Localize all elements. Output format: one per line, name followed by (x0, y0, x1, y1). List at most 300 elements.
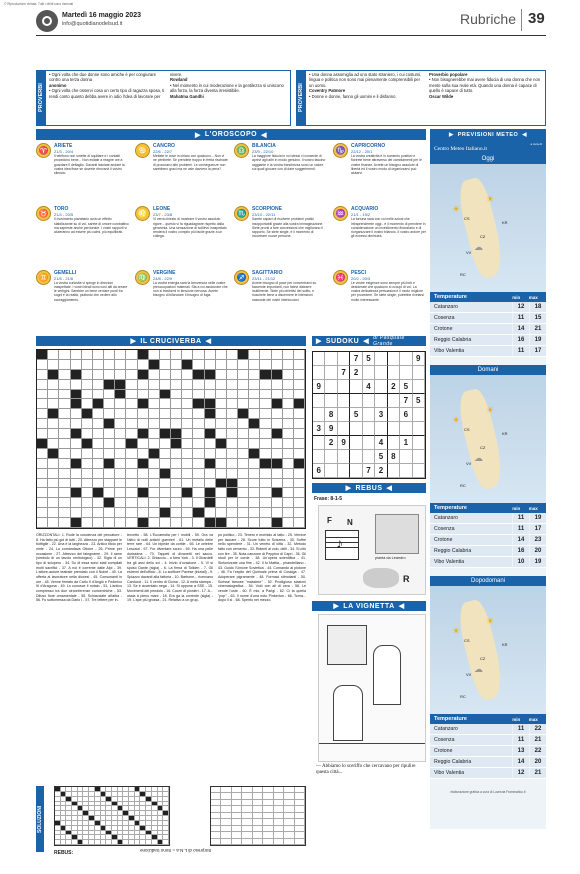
crossword-cell[interactable] (48, 498, 59, 508)
crossword-cell[interactable] (294, 518, 305, 528)
crossword-cell[interactable] (238, 469, 249, 479)
crossword-cell[interactable] (48, 409, 59, 419)
crossword-cell[interactable] (249, 488, 260, 498)
crossword-cell[interactable] (160, 370, 171, 380)
sudoku-cell[interactable]: 2 (388, 380, 400, 394)
crossword-cell[interactable] (138, 429, 149, 439)
crossword-cell[interactable] (227, 380, 238, 390)
crossword-cell[interactable] (283, 360, 294, 370)
crossword-cell[interactable] (149, 360, 160, 370)
crossword-cell[interactable] (182, 419, 193, 429)
crossword-cell[interactable] (205, 439, 216, 449)
crossword-cell[interactable] (171, 429, 182, 439)
crossword-cell[interactable] (59, 459, 70, 469)
crossword-cell[interactable] (283, 429, 294, 439)
crossword-cell[interactable] (193, 429, 204, 439)
sudoku-cell[interactable]: 7 (400, 394, 412, 408)
header-email[interactable]: info@quotidianodelsud.it (62, 21, 123, 27)
crossword-cell[interactable] (82, 399, 93, 409)
crossword-cell[interactable] (238, 449, 249, 459)
crossword-cell[interactable] (48, 360, 59, 370)
crossword-cell[interactable] (216, 350, 227, 360)
crossword-cell[interactable] (272, 469, 283, 479)
crossword-cell[interactable] (82, 350, 93, 360)
sudoku-cell[interactable] (400, 366, 412, 380)
crossword-cell[interactable] (205, 360, 216, 370)
sudoku-cell[interactable] (388, 352, 400, 366)
crossword-cell[interactable] (160, 479, 171, 489)
crossword-cell[interactable] (126, 518, 137, 528)
crossword-cell[interactable] (71, 429, 82, 439)
crossword-cell[interactable] (115, 479, 126, 489)
crossword-cell[interactable] (294, 380, 305, 390)
crossword-cell[interactable] (59, 518, 70, 528)
crossword-cell[interactable] (283, 409, 294, 419)
crossword-cell[interactable] (238, 380, 249, 390)
crossword-cell[interactable] (37, 498, 48, 508)
crossword-cell[interactable] (37, 380, 48, 390)
crossword-cell[interactable] (205, 449, 216, 459)
crossword-cell[interactable] (37, 350, 48, 360)
crossword-cell[interactable] (205, 380, 216, 390)
sudoku-cell[interactable] (363, 394, 375, 408)
sudoku-cell[interactable] (350, 380, 362, 394)
crossword-cell[interactable] (193, 508, 204, 518)
crossword-cell[interactable] (260, 459, 271, 469)
sudoku-cell[interactable] (363, 408, 375, 422)
crossword-cell[interactable] (115, 429, 126, 439)
sudoku-cell[interactable] (400, 352, 412, 366)
crossword-cell[interactable] (104, 399, 115, 409)
crossword-cell[interactable] (238, 488, 249, 498)
sudoku-cell[interactable]: 9 (325, 422, 337, 436)
crossword-cell[interactable] (126, 360, 137, 370)
crossword-cell[interactable] (149, 439, 160, 449)
crossword-cell[interactable] (205, 469, 216, 479)
sudoku-cell[interactable] (325, 380, 337, 394)
crossword-cell[interactable] (272, 390, 283, 400)
crossword-cell[interactable] (126, 429, 137, 439)
crossword-cell[interactable] (115, 498, 126, 508)
sudoku-cell[interactable] (338, 464, 350, 478)
crossword-cell[interactable] (115, 459, 126, 469)
crossword-cell[interactable] (238, 508, 249, 518)
crossword-cell[interactable] (193, 409, 204, 419)
sudoku-cell[interactable] (400, 450, 412, 464)
crossword-cell[interactable] (238, 498, 249, 508)
sudoku-cell[interactable] (338, 352, 350, 366)
crossword-cell[interactable] (272, 380, 283, 390)
crossword-cell[interactable] (93, 488, 104, 498)
crossword-cell[interactable] (115, 350, 126, 360)
crossword-cell[interactable] (227, 449, 238, 459)
crossword-cell[interactable] (126, 399, 137, 409)
crossword-cell[interactable] (182, 429, 193, 439)
crossword-cell[interactable] (82, 518, 93, 528)
sudoku-cell[interactable] (388, 366, 400, 380)
crossword-cell[interactable] (171, 488, 182, 498)
crossword-cell[interactable] (93, 350, 104, 360)
crossword-cell[interactable] (149, 409, 160, 419)
crossword-cell[interactable] (260, 360, 271, 370)
crossword-cell[interactable] (227, 370, 238, 380)
crossword-cell[interactable] (193, 459, 204, 469)
crossword-cell[interactable] (93, 360, 104, 370)
crossword-cell[interactable] (272, 350, 283, 360)
crossword-cell[interactable] (59, 429, 70, 439)
crossword-cell[interactable] (272, 518, 283, 528)
sudoku-cell[interactable] (413, 464, 425, 478)
crossword-cell[interactable] (138, 449, 149, 459)
sudoku-cell[interactable] (325, 366, 337, 380)
sudoku-cell[interactable] (363, 366, 375, 380)
crossword-cell[interactable] (249, 459, 260, 469)
crossword-cell[interactable] (294, 360, 305, 370)
crossword-cell[interactable] (82, 508, 93, 518)
sudoku-cell[interactable] (313, 366, 325, 380)
sudoku-cell[interactable]: 8 (325, 408, 337, 422)
crossword-cell[interactable] (294, 390, 305, 400)
crossword-cell[interactable] (71, 439, 82, 449)
crossword-cell[interactable] (126, 439, 137, 449)
crossword-cell[interactable] (93, 429, 104, 439)
crossword-cell[interactable] (138, 380, 149, 390)
crossword-cell[interactable] (227, 469, 238, 479)
crossword-cell[interactable] (249, 449, 260, 459)
crossword-cell[interactable] (205, 479, 216, 489)
sudoku-cell[interactable] (400, 464, 412, 478)
sudoku-cell[interactable] (363, 422, 375, 436)
crossword-cell[interactable] (104, 488, 115, 498)
crossword-cell[interactable] (249, 508, 260, 518)
crossword-cell[interactable] (160, 419, 171, 429)
crossword-cell[interactable] (71, 399, 82, 409)
crossword-cell[interactable] (59, 370, 70, 380)
crossword-cell[interactable] (160, 508, 171, 518)
crossword-cell[interactable] (160, 518, 171, 528)
crossword-cell[interactable] (249, 399, 260, 409)
crossword-cell[interactable] (171, 459, 182, 469)
crossword-cell[interactable] (37, 370, 48, 380)
crossword-cell[interactable] (182, 370, 193, 380)
crossword-cell[interactable] (272, 419, 283, 429)
crossword-cell[interactable] (260, 390, 271, 400)
sudoku-cell[interactable]: 3 (313, 422, 325, 436)
crossword-cell[interactable] (104, 518, 115, 528)
crossword-cell[interactable] (249, 469, 260, 479)
crossword-cell[interactable] (193, 439, 204, 449)
crossword-cell[interactable] (104, 479, 115, 489)
sudoku-cell[interactable]: 7 (338, 366, 350, 380)
sudoku-cell[interactable]: 6 (313, 464, 325, 478)
sudoku-cell[interactable]: 5 (375, 450, 387, 464)
crossword-cell[interactable] (149, 488, 160, 498)
crossword-cell[interactable] (93, 498, 104, 508)
sudoku-cell[interactable]: 5 (400, 380, 412, 394)
sudoku-cell[interactable]: 6 (400, 408, 412, 422)
crossword-cell[interactable] (182, 409, 193, 419)
crossword-cell[interactable] (126, 449, 137, 459)
crossword-cell[interactable] (126, 469, 137, 479)
crossword-cell[interactable] (238, 399, 249, 409)
crossword-cell[interactable] (260, 399, 271, 409)
sudoku-cell[interactable] (413, 450, 425, 464)
crossword-cell[interactable] (205, 390, 216, 400)
crossword-cell[interactable] (71, 390, 82, 400)
crossword-cell[interactable] (160, 350, 171, 360)
crossword-cell[interactable] (182, 390, 193, 400)
sudoku-cell[interactable] (350, 464, 362, 478)
crossword-cell[interactable] (104, 449, 115, 459)
crossword-cell[interactable] (126, 508, 137, 518)
crossword-cell[interactable] (126, 479, 137, 489)
sudoku-cell[interactable] (338, 422, 350, 436)
crossword-cell[interactable] (160, 429, 171, 439)
crossword-cell[interactable] (93, 390, 104, 400)
crossword-cell[interactable] (182, 399, 193, 409)
crossword-cell[interactable] (37, 479, 48, 489)
crossword-cell[interactable] (216, 380, 227, 390)
sudoku-cell[interactable]: 4 (375, 436, 387, 450)
crossword-cell[interactable] (160, 498, 171, 508)
crossword-cell[interactable] (149, 429, 160, 439)
sudoku-cell[interactable] (388, 436, 400, 450)
crossword-cell[interactable] (205, 370, 216, 380)
sudoku-cell[interactable] (375, 352, 387, 366)
crossword-cell[interactable] (160, 360, 171, 370)
crossword-cell[interactable] (182, 469, 193, 479)
sudoku-cell[interactable] (325, 450, 337, 464)
crossword-cell[interactable] (149, 350, 160, 360)
sudoku-cell[interactable] (413, 408, 425, 422)
crossword-cell[interactable] (193, 380, 204, 390)
crossword-cell[interactable] (71, 479, 82, 489)
crossword-cell[interactable] (238, 360, 249, 370)
crossword-cell[interactable] (294, 449, 305, 459)
crossword-cell[interactable] (149, 508, 160, 518)
crossword-cell[interactable] (283, 350, 294, 360)
crossword-cell[interactable] (216, 419, 227, 429)
crossword-cell[interactable] (193, 479, 204, 489)
crossword-cell[interactable] (71, 370, 82, 380)
crossword-cell[interactable] (93, 508, 104, 518)
crossword-cell[interactable] (193, 350, 204, 360)
crossword-cell[interactable] (227, 409, 238, 419)
crossword-cell[interactable] (272, 360, 283, 370)
crossword-cell[interactable] (216, 508, 227, 518)
crossword-cell[interactable] (216, 449, 227, 459)
crossword-cell[interactable] (59, 439, 70, 449)
crossword-cell[interactable] (160, 409, 171, 419)
crossword-cell[interactable] (48, 439, 59, 449)
crossword-cell[interactable] (149, 399, 160, 409)
crossword-cell[interactable] (126, 409, 137, 419)
crossword-cell[interactable] (93, 419, 104, 429)
crossword-cell[interactable] (260, 409, 271, 419)
crossword-cell[interactable] (260, 508, 271, 518)
sudoku-cell[interactable]: 1 (400, 436, 412, 450)
crossword-cell[interactable] (59, 350, 70, 360)
crossword-cell[interactable] (126, 498, 137, 508)
crossword-cell[interactable] (171, 360, 182, 370)
crossword-cell[interactable] (71, 409, 82, 419)
crossword-cell[interactable] (238, 350, 249, 360)
sudoku-cell[interactable] (350, 436, 362, 450)
crossword-cell[interactable] (216, 459, 227, 469)
crossword-cell[interactable] (149, 419, 160, 429)
crossword-cell[interactable] (138, 488, 149, 498)
crossword-cell[interactable] (260, 518, 271, 528)
crossword-cell[interactable] (205, 498, 216, 508)
crossword-cell[interactable] (227, 488, 238, 498)
crossword-cell[interactable] (283, 518, 294, 528)
crossword-cell[interactable] (160, 488, 171, 498)
crossword-cell[interactable] (82, 449, 93, 459)
crossword-cell[interactable] (93, 469, 104, 479)
crossword-cell[interactable] (104, 370, 115, 380)
crossword-cell[interactable] (227, 419, 238, 429)
sudoku-cell[interactable] (388, 464, 400, 478)
sudoku-cell[interactable]: 4 (363, 380, 375, 394)
crossword-cell[interactable] (171, 449, 182, 459)
sudoku-cell[interactable] (413, 436, 425, 450)
crossword-cell[interactable] (138, 399, 149, 409)
crossword-cell[interactable] (216, 399, 227, 409)
crossword-cell[interactable] (126, 390, 137, 400)
crossword-cell[interactable] (260, 370, 271, 380)
crossword-cell[interactable] (59, 479, 70, 489)
crossword-cell[interactable] (227, 390, 238, 400)
crossword-cell[interactable] (149, 449, 160, 459)
crossword-cell[interactable] (294, 370, 305, 380)
crossword-cell[interactable] (126, 380, 137, 390)
sudoku-cell[interactable]: 9 (413, 352, 425, 366)
crossword-cell[interactable] (272, 508, 283, 518)
crossword-cell[interactable] (260, 498, 271, 508)
crossword-cell[interactable] (283, 390, 294, 400)
crossword-cell[interactable] (272, 479, 283, 489)
crossword-cell[interactable] (171, 498, 182, 508)
crossword-cell[interactable] (238, 419, 249, 429)
crossword-cell[interactable] (115, 449, 126, 459)
crossword-cell[interactable] (260, 488, 271, 498)
crossword-cell[interactable] (104, 409, 115, 419)
crossword-cell[interactable] (93, 479, 104, 489)
crossword-cell[interactable] (115, 360, 126, 370)
crossword-cell[interactable] (249, 518, 260, 528)
crossword-cell[interactable] (93, 380, 104, 390)
crossword-cell[interactable] (205, 459, 216, 469)
crossword-cell[interactable] (283, 479, 294, 489)
crossword-cell[interactable] (59, 469, 70, 479)
crossword-cell[interactable] (182, 518, 193, 528)
sudoku-cell[interactable] (375, 380, 387, 394)
crossword-cell[interactable] (283, 399, 294, 409)
sudoku-cell[interactable] (375, 394, 387, 408)
crossword-cell[interactable] (193, 518, 204, 528)
crossword-cell[interactable] (182, 498, 193, 508)
crossword-cell[interactable] (260, 479, 271, 489)
crossword-cell[interactable] (82, 469, 93, 479)
crossword-cell[interactable] (138, 479, 149, 489)
crossword-cell[interactable] (71, 360, 82, 370)
crossword-cell[interactable] (171, 370, 182, 380)
crossword-cell[interactable] (182, 380, 193, 390)
crossword-cell[interactable] (138, 508, 149, 518)
crossword-cell[interactable] (193, 360, 204, 370)
crossword-cell[interactable] (138, 518, 149, 528)
crossword-cell[interactable] (82, 360, 93, 370)
crossword-cell[interactable] (149, 390, 160, 400)
crossword-cell[interactable] (238, 429, 249, 439)
crossword-cell[interactable] (37, 449, 48, 459)
crossword-cell[interactable] (115, 380, 126, 390)
crossword-cell[interactable] (59, 360, 70, 370)
crossword-cell[interactable] (249, 498, 260, 508)
crossword-cell[interactable] (260, 449, 271, 459)
crossword-cell[interactable] (104, 429, 115, 439)
crossword-cell[interactable] (37, 399, 48, 409)
sudoku-cell[interactable] (313, 352, 325, 366)
crossword-cell[interactable] (37, 488, 48, 498)
crossword-cell[interactable] (149, 479, 160, 489)
crossword-cell[interactable] (249, 419, 260, 429)
crossword-cell[interactable] (249, 479, 260, 489)
crossword-cell[interactable] (82, 370, 93, 380)
crossword-cell[interactable] (182, 488, 193, 498)
sudoku-cell[interactable]: 5 (363, 352, 375, 366)
crossword-cell[interactable] (93, 409, 104, 419)
crossword-cell[interactable] (216, 479, 227, 489)
crossword-cell[interactable] (272, 399, 283, 409)
crossword-cell[interactable] (260, 469, 271, 479)
crossword-cell[interactable] (59, 390, 70, 400)
crossword-cell[interactable] (48, 399, 59, 409)
crossword-cell[interactable] (193, 419, 204, 429)
crossword-cell[interactable] (82, 390, 93, 400)
crossword-cell[interactable] (149, 380, 160, 390)
crossword-cell[interactable] (294, 498, 305, 508)
sudoku-cell[interactable]: 5 (350, 408, 362, 422)
crossword-cell[interactable] (238, 409, 249, 419)
crossword-cell[interactable] (294, 399, 305, 409)
crossword-cell[interactable] (59, 508, 70, 518)
crossword-cell[interactable] (71, 508, 82, 518)
crossword-cell[interactable] (138, 439, 149, 449)
crossword-cell[interactable] (82, 429, 93, 439)
crossword-cell[interactable] (171, 380, 182, 390)
crossword-cell[interactable] (283, 370, 294, 380)
crossword-cell[interactable] (216, 390, 227, 400)
crossword-cell[interactable] (283, 439, 294, 449)
crossword-cell[interactable] (37, 439, 48, 449)
crossword-cell[interactable] (249, 380, 260, 390)
crossword-cell[interactable] (227, 429, 238, 439)
crossword-cell[interactable] (249, 390, 260, 400)
crossword-cell[interactable] (48, 479, 59, 489)
crossword-cell[interactable] (283, 508, 294, 518)
crossword-cell[interactable] (59, 399, 70, 409)
crossword-cell[interactable] (115, 518, 126, 528)
crossword-cell[interactable] (216, 409, 227, 419)
crossword-cell[interactable] (115, 508, 126, 518)
crossword-cell[interactable] (249, 350, 260, 360)
crossword-cell[interactable] (193, 370, 204, 380)
crossword-cell[interactable] (138, 409, 149, 419)
crossword-cell[interactable] (138, 498, 149, 508)
sudoku-cell[interactable] (413, 366, 425, 380)
sudoku-cell[interactable] (325, 464, 337, 478)
